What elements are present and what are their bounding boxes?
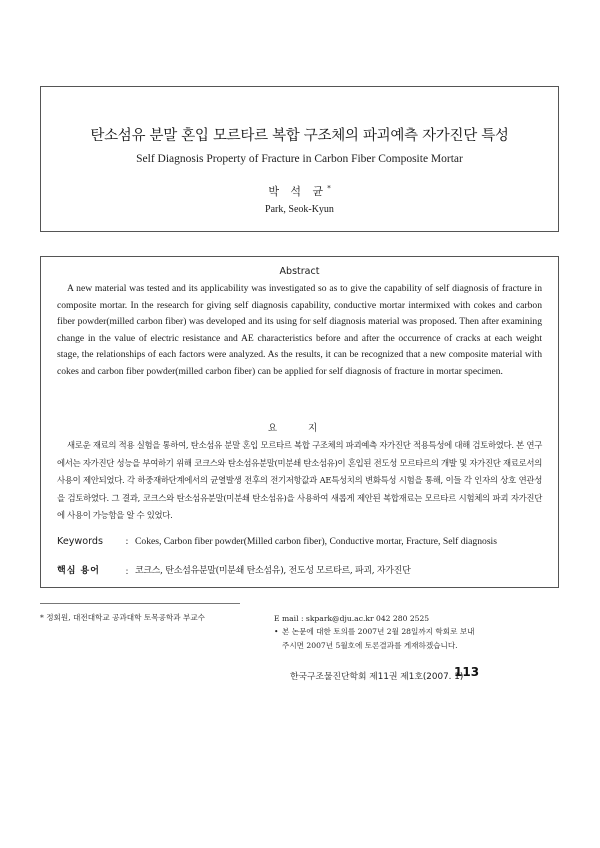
- korean-summary-text: 새로운 재료의 적용 실험을 통하여, 탄소섬유 분말 혼입 모르타르 복합 구조체의 파괴예측 자가진단 적용특성에 대해 검토하였다. 본 연구에서는 자가진단 성능을 부여하기 위해 코크스와 탄소섬유분말(미분쇄 탄소섬유)이 혼입된 전도성 모르타르의 개발 및 자가진단 재료로서의 사용이 제안되었다. 각 하중재하단계에서의 균열발생 전후의 전기저항값과 AE특성치의 변화특성 시험을 통해, 이들 각 인자의 상호 연관성을 검토하였다. 그 결과, 코크스와 탄소섬유분말(미분쇄 탄소섬유)을 사용하여 새롭게 제안된 복합재료는 모르타르 시험체의 파괴 자가진단에 사용이 가능함을 알 수 있었다.: [57, 440, 542, 521]
- discussion-note-line-1: 본 논문에 대한 토의를 2007년 2월 28일까지 학회로 보내: [282, 627, 475, 637]
- korean-keywords-label: 핵심 용어: [57, 566, 100, 576]
- footnote-divider: [40, 603, 240, 604]
- paper-title-korean: 탄소섬유 분말 혼입 모르타르 복합 구조체의 파괴예측 자가진단 특성: [90, 128, 509, 144]
- author-affiliation-footnote: * 정회원, 대전대학교 공과대학 토목공학과 부교수: [40, 613, 205, 622]
- discussion-note-continued: [274, 639, 560, 652]
- korean-keywords-colon: :: [125, 566, 129, 576]
- keywords-colon: :: [125, 536, 129, 547]
- author-affiliation-mark: *: [327, 184, 331, 193]
- paper-title-english: Self Diagnosis Property of Fracture in Carbon Fiber Composite Mortar: [136, 153, 463, 165]
- keywords-values: Cokes, Carbon fiber powder(Milled carbon fiber), Conductive mortar, Fracture, Self diagnosis: [135, 536, 497, 547]
- discussion-note-line-2: 주시면 2007년 5월호에 토론결과를 게재하겠습니다.: [282, 640, 458, 650]
- abstract-box: [40, 256, 559, 588]
- page-number: 113: [454, 665, 480, 679]
- contact-footnote: [274, 612, 560, 652]
- author-name-korean-text: 박 석 균: [268, 185, 328, 198]
- keywords-row: [57, 535, 542, 549]
- email-line: E mail : skpark@dju.ac.kr 042 280 2525: [274, 614, 430, 623]
- author-name-english: Park, Seok-Kyun: [265, 204, 334, 215]
- abstract-text: A new material was tested and its applicability was investigated so as to give the capability of self diagnosis of fracture in composite mortar. In the research for giving self diagnosis capability, conductive mortar intermixed with cokes and carbon fiber powder(milled carbon fiber) was developed and its using for self diagnosis material was proposed. Then after examining change in the value of electric resistance and AE characteristics before and after the occurrence of cracks at each weight stage, the relationships of each factors were analyzed. As the results, it can be recognized that a new composite material with cokes and carbon fiber powder(milled carbon fiber) can be applied for self diagnosis of fracture in mortar specimen.: [57, 283, 542, 377]
- discussion-note: [274, 625, 560, 638]
- journal-citation: 한국구조물진단학회 제11권 제1호(2007. 1): [290, 672, 464, 682]
- author-name-korean: [41, 183, 558, 199]
- korean-keywords-values: 코크스, 탄소섬유분말(미분쇄 탄소섬유), 전도성 모르타르, 파괴, 자가진단: [135, 566, 411, 576]
- keywords-label: Keywords: [57, 536, 103, 547]
- korean-keywords-row: [57, 564, 542, 578]
- title-box: [40, 86, 559, 232]
- note-bullet: •: [274, 627, 279, 637]
- korean-summary-heading: 요 지: [267, 423, 332, 434]
- abstract-heading: Abstract: [279, 266, 320, 277]
